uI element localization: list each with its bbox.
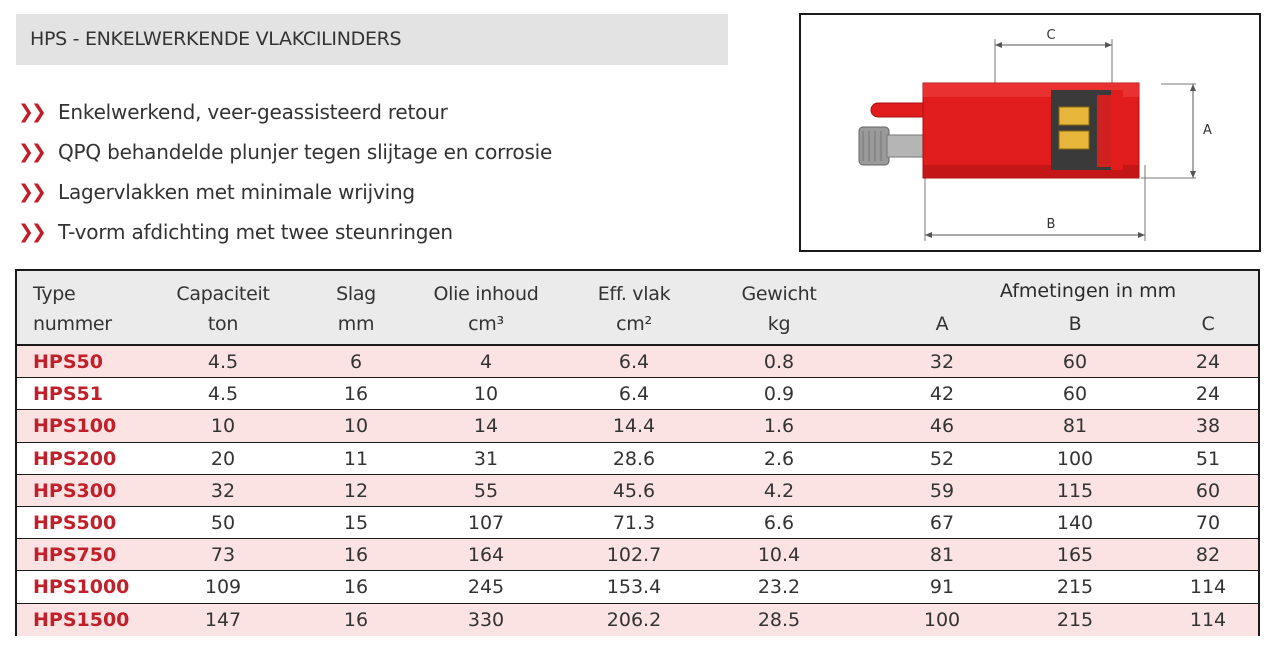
cell-capaciteit: 4.5 bbox=[207, 383, 239, 406]
feature-item bbox=[18, 92, 552, 132]
cell-gewicht: 0.8 bbox=[763, 351, 795, 373]
cell-a: 67 bbox=[929, 511, 955, 534]
cell-a: 91 bbox=[929, 576, 955, 599]
cell-olie: 164 bbox=[467, 544, 505, 567]
feature-text: T-vorm afdichting met twee steunringen bbox=[58, 220, 453, 244]
cell-vlak: 45.6 bbox=[612, 479, 656, 502]
cell-b: 215 bbox=[1056, 608, 1094, 631]
table-row bbox=[17, 539, 1258, 571]
cell-type: HPS500 bbox=[33, 511, 117, 534]
cell-slag: 16 bbox=[343, 608, 369, 631]
cell-capaciteit: 10 bbox=[210, 415, 236, 438]
cell-vlak: 206.2 bbox=[606, 608, 662, 631]
cell-c: 38 bbox=[1195, 415, 1221, 438]
cell-capaciteit: 20 bbox=[210, 447, 236, 470]
cell-type: HPS1500 bbox=[33, 608, 130, 631]
cell-type: HPS50 bbox=[33, 351, 103, 373]
cell-vlak: 28.6 bbox=[612, 447, 656, 470]
cylinder-diagram bbox=[799, 13, 1261, 252]
cell-slag: 11 bbox=[343, 447, 369, 470]
double-chevron-icon: ❯❯ bbox=[18, 221, 44, 243]
cell-capaciteit: 4.5 bbox=[207, 351, 239, 373]
cell-olie: 14 bbox=[473, 415, 499, 438]
cell-a: 59 bbox=[929, 479, 955, 502]
cell-c: 51 bbox=[1195, 447, 1221, 470]
table-row bbox=[17, 443, 1258, 475]
cylinder-drawing bbox=[801, 15, 1259, 250]
cell-gewicht: 1.6 bbox=[763, 415, 795, 438]
cell-gewicht: 2.6 bbox=[763, 447, 795, 470]
table-row bbox=[17, 507, 1258, 539]
table-row bbox=[17, 410, 1258, 442]
cell-a: 100 bbox=[923, 608, 961, 631]
cell-c: 60 bbox=[1195, 479, 1221, 502]
cell-gewicht: 23.2 bbox=[757, 576, 801, 599]
table-header: Type nummer Capaciteit ton Slag mm Olie inhoud cm³ Eff. vlak cm² Gewicht kg Afmetingen in mm A B C bbox=[17, 271, 1258, 346]
dim-a-label: A bbox=[1203, 123, 1212, 138]
feature-list bbox=[18, 92, 552, 252]
cell-type: HPS1000 bbox=[33, 576, 130, 599]
cell-gewicht: 6.6 bbox=[763, 511, 795, 534]
feature-item bbox=[18, 132, 552, 172]
cell-capaciteit: 73 bbox=[210, 544, 236, 567]
table-row bbox=[17, 604, 1258, 636]
double-chevron-icon: ❯❯ bbox=[18, 101, 44, 123]
cell-vlak: 153.4 bbox=[606, 576, 662, 599]
table-row bbox=[17, 346, 1258, 378]
cell-gewicht: 4.2 bbox=[763, 479, 795, 502]
cell-slag: 10 bbox=[343, 415, 369, 438]
feature-item bbox=[18, 172, 552, 212]
cell-a: 42 bbox=[929, 383, 955, 406]
cell-olie: 107 bbox=[467, 511, 505, 534]
cell-b: 140 bbox=[1056, 511, 1094, 534]
feature-text: Enkelwerkend, veer-geassisteerd retour bbox=[58, 100, 448, 124]
cell-b: 100 bbox=[1056, 447, 1094, 470]
spec-table bbox=[15, 269, 1260, 636]
dim-c-label: C bbox=[1046, 28, 1056, 43]
cell-vlak: 14.4 bbox=[612, 415, 656, 438]
table-row bbox=[17, 571, 1258, 603]
cell-vlak: 71.3 bbox=[612, 511, 656, 534]
table-row bbox=[17, 475, 1258, 507]
cell-vlak: 6.4 bbox=[618, 351, 650, 373]
cell-gewicht: 0.9 bbox=[763, 383, 795, 406]
cell-slag: 15 bbox=[343, 511, 369, 534]
cell-gewicht: 28.5 bbox=[757, 608, 801, 631]
double-chevron-icon: ❯❯ bbox=[18, 181, 44, 203]
cell-type: HPS300 bbox=[33, 479, 117, 502]
cell-b: 60 bbox=[1062, 383, 1088, 406]
cell-capaciteit: 32 bbox=[210, 479, 236, 502]
page-title: HPS - ENKELWERKENDE VLAKCILINDERS bbox=[16, 14, 728, 65]
table-body bbox=[17, 346, 1258, 636]
cell-slag: 16 bbox=[343, 576, 369, 599]
cell-olie: 10 bbox=[473, 383, 499, 406]
cell-type: HPS750 bbox=[33, 544, 117, 567]
cell-slag: 16 bbox=[343, 544, 369, 567]
cell-olie: 31 bbox=[473, 447, 499, 470]
cell-slag: 16 bbox=[343, 383, 369, 406]
cell-c: 24 bbox=[1195, 383, 1221, 406]
cell-capaciteit: 109 bbox=[204, 576, 242, 599]
cell-slag: 12 bbox=[343, 479, 369, 502]
cell-type: HPS200 bbox=[33, 447, 117, 470]
header-afmetingen: Afmetingen in mm bbox=[999, 280, 1177, 302]
cell-gewicht: 10.4 bbox=[757, 544, 801, 567]
cell-c: 24 bbox=[1195, 351, 1221, 373]
double-chevron-icon: ❯❯ bbox=[18, 141, 44, 163]
cell-olie: 245 bbox=[467, 576, 505, 599]
cell-a: 81 bbox=[929, 544, 955, 567]
cell-b: 115 bbox=[1056, 479, 1094, 502]
cell-olie: 55 bbox=[473, 479, 499, 502]
table-row bbox=[17, 378, 1258, 410]
feature-text: QPQ behandelde plunjer tegen slijtage en corrosie bbox=[58, 140, 553, 164]
dim-b-label: B bbox=[1046, 217, 1056, 232]
feature-item bbox=[18, 212, 552, 252]
cell-b: 81 bbox=[1062, 415, 1088, 438]
cell-c: 114 bbox=[1189, 608, 1227, 631]
cell-c: 114 bbox=[1189, 576, 1227, 599]
feature-text: Lagervlakken met minimale wrijving bbox=[58, 180, 415, 204]
cell-b: 215 bbox=[1056, 576, 1094, 599]
cell-vlak: 6.4 bbox=[618, 383, 650, 406]
cell-vlak: 102.7 bbox=[606, 544, 662, 567]
cell-type: HPS100 bbox=[33, 415, 117, 438]
cell-b: 60 bbox=[1062, 351, 1088, 373]
cell-c: 70 bbox=[1195, 511, 1221, 534]
cell-b: 165 bbox=[1056, 544, 1094, 567]
cell-a: 32 bbox=[929, 351, 955, 373]
cell-type: HPS51 bbox=[33, 383, 103, 406]
cell-a: 52 bbox=[929, 447, 955, 470]
cell-olie: 4 bbox=[479, 351, 493, 373]
cell-a: 46 bbox=[929, 415, 955, 438]
cell-slag: 6 bbox=[349, 351, 363, 373]
cell-capaciteit: 147 bbox=[204, 608, 242, 631]
cell-olie: 330 bbox=[467, 608, 505, 631]
cell-c: 82 bbox=[1195, 544, 1221, 567]
cell-capaciteit: 50 bbox=[210, 511, 236, 534]
